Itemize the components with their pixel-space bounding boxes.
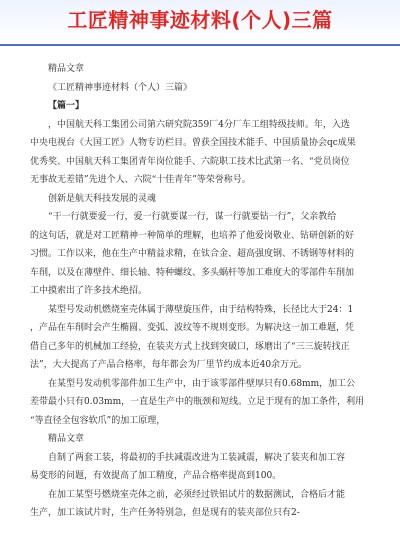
body-line: 借自己多年的机械加工经验，在装夹方式上找到突破口，琢磨出了“三三旋转找正 [30, 341, 350, 352]
body-line: 差带最小只有0.03mm，一直是生产中的瓶颈和短线。立足于现有的加工条件，利用 [30, 397, 365, 407]
body-line: “等直径全包容软爪”的加工原理， [30, 415, 166, 426]
body-line: 优秀奖、中国航天科工集团青年岗位能手、六院职工技术比武第一名、“党员岗位 [30, 156, 350, 167]
body-line: 《工匠精神事迹材料（个人）三篇》 [48, 82, 193, 93]
body-line: 精品文章 [48, 64, 85, 74]
body-line: 【篇一】 [48, 101, 85, 111]
body-line: 在某型号发动机零部件加工生产中，由于该零部件壁厚只有0.68mm，加工公 [48, 378, 356, 389]
body-line: 车削，以及在薄壁件、细长轴、特种螺纹、多头蜗杆等加工难度大的零部件车削加 [30, 267, 355, 278]
body-line: “干一行就要爱一行，爱一行就要谋一行，谋一行就要钻一行”，父亲教给 [48, 212, 337, 222]
body-line: 工中摸索出了许多技术绝招。 [30, 286, 148, 296]
body-line: ，产品在车削时会产生椭圆、变弧、波纹等不规则变形。为解决这一加工难题，凭 [30, 323, 355, 333]
body-line: 在加工某型号燃烧室壳体之前，必须经过铁铝试片的数据测试，合格后才能 [48, 489, 346, 500]
body-line: 习惯。工作以来，他在生产中精益求精，在钛合金、超高强度钢、不锈钢等材料的 [30, 249, 355, 259]
body-line: ，中国航天科工集团公司第六研究院359厂4分厂车工组特级技师。年，入选 [48, 119, 350, 130]
body-line: 易变形的问题，有效提高了加工精度，产品合格率提高到100。 [30, 471, 282, 481]
body-line: 法”，大大提高了产品合格率，每年都会为厂里节约成本近40余万元。 [30, 360, 308, 370]
body-line: 自制了两套工装，将最初的手扶减震改进为工装减震，解决了装夹和加工容 [48, 452, 346, 463]
body-line: 中央电视台《大国工匠》人物专访栏目。曾获全国技术能手、中国质量协会qc成果 [30, 138, 356, 148]
body-line: 的这句话，就是对工匠精神一种简单的理解，也培养了他爱岗敬业、钻研创新的好 [30, 230, 355, 241]
body-line: 生产，加工该试片时，生产任务特别急，但是现有的装夹部位只有2- [30, 508, 300, 518]
body-line: 精品文章 [48, 434, 85, 444]
body-line: 某型号发动机燃烧室壳体属于薄壁旋压件，由于结构特殊，长径比大于24：1 [48, 304, 354, 315]
document-title: 工匠精神事迹材料(个人)三篇 [67, 8, 333, 32]
body-line: 创新是航天科技发展的灵魂 [48, 193, 157, 204]
document-body [30, 60, 378, 523]
body-line: 无事故无差错”先进个人、六院“十佳青年”等荣誉称号。 [30, 175, 251, 185]
